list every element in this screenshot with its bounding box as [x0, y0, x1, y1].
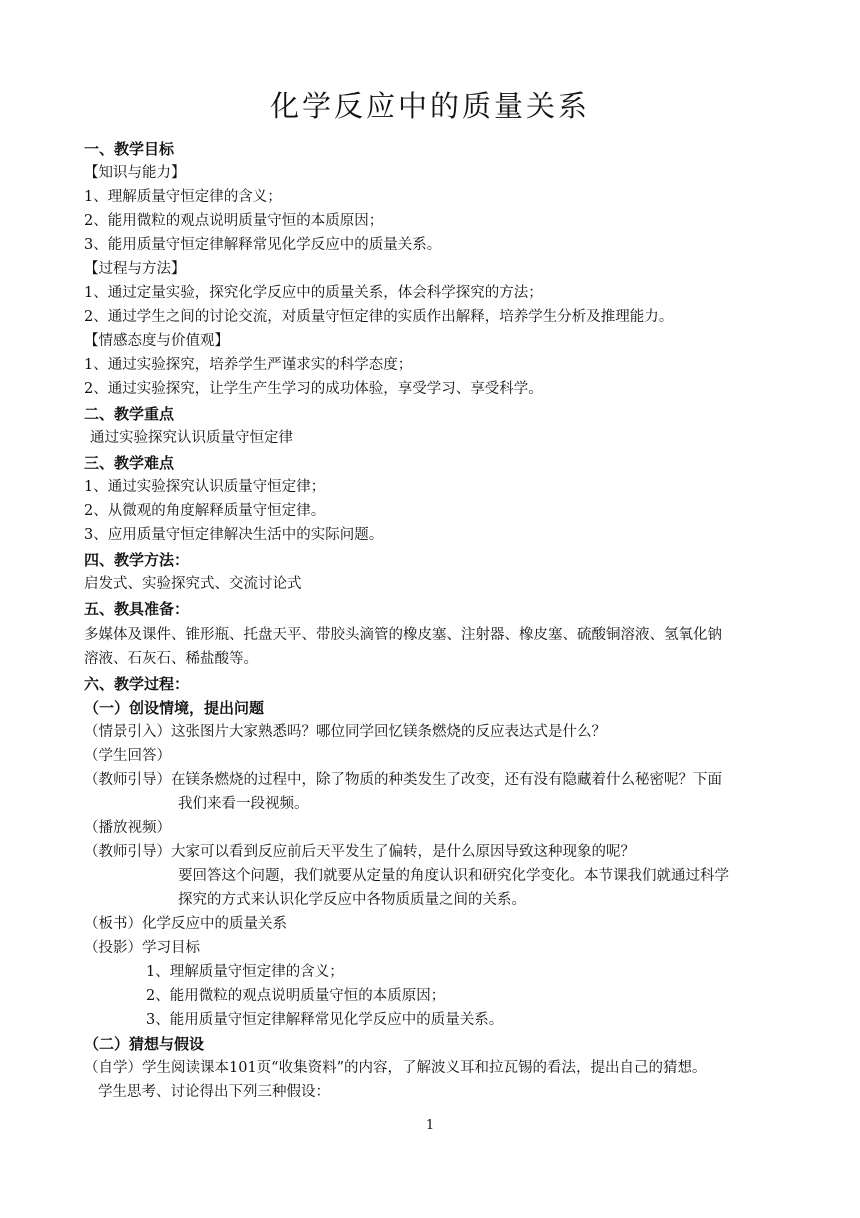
list-item: 2、从微观的角度解释质量守恒定律。 [84, 503, 326, 519]
paragraph: 要回答这个问题，我们就要从定量的角度认识和研究化学变化。本节课我们就通过科学 [178, 868, 729, 884]
page-title: 化学反应中的质量关系 [269, 89, 590, 123]
subheading-emotion: 【情感态度与价值观】 [84, 333, 229, 349]
section-heading-methods: 四、教学方法： [84, 551, 190, 569]
list-item: 3、应用质量守恒定律解决生活中的实际问题。 [84, 527, 384, 543]
section-heading-materials: 五、教具准备： [84, 600, 190, 618]
list-item: 1、通过定量实验，探究化学反应中的质量关系，体会科学探究的方法； [84, 285, 543, 301]
paragraph: （教师引导）在镁条燃烧的过程中，除了物质的种类发生了改变，还有没有隐藏着什么秘密呢？下面 [84, 772, 722, 788]
section-heading-key-points: 二、教学重点 [84, 405, 175, 423]
subheading-knowledge: 【知识与能力】 [84, 165, 186, 181]
paragraph: （自学）学生阅读课本101页“收集资料”的内容，了解波义耳和拉瓦锡的看法，提出自己的猜想。 [84, 1060, 707, 1076]
list-item: 1、理解质量守恒定律的含义； [84, 189, 282, 205]
subsection-heading: （二）猜想与假设 [84, 1035, 205, 1053]
page-number: 1 [425, 1118, 435, 1133]
subsection-heading: （一）创设情境，提出问题 [84, 699, 265, 717]
paragraph: （学生回答） [84, 748, 171, 764]
list-item: 1、通过实验探究，培养学生严谨求实的科学态度； [84, 357, 413, 373]
paragraph: 多媒体及课件、锥形瓶、托盘天平、带胶头滴管的橡皮塞、注射器、橡皮塞、硫酸铜溶液、氢氧化钠 [84, 627, 722, 643]
paragraph: 溶液、石灰石、稀盐酸等。 [84, 651, 258, 667]
paragraph: 启发式、实验探究式、交流讨论式 [84, 576, 302, 592]
paragraph: 学生思考、讨论得出下列三种假设： [98, 1084, 330, 1100]
list-item: 2、能用微粒的观点说明质量守恒的本质原因； [146, 988, 446, 1004]
paragraph: 探究的方式来认识化学反应中各物质质量之间的关系。 [178, 892, 526, 908]
section-heading-objectives: 一、教学目标 [84, 140, 175, 158]
paragraph: （情景引入）这张图片大家熟悉吗？哪位同学回忆镁条燃烧的反应表达式是什么？ [84, 724, 606, 740]
list-item: 2、通过学生之间的讨论交流，对质量守恒定律的实质作出解释，培养学生分析及推理能力。 [84, 309, 674, 325]
paragraph: （教师引导）大家可以看到反应前后天平发生了偏转，是什么原因导致这种现象的呢？ [84, 844, 635, 860]
list-item: 3、能用质量守恒定律解释常见化学反应中的质量关系。 [146, 1012, 504, 1028]
list-item: 1、理解质量守恒定律的含义； [146, 964, 344, 980]
paragraph: （播放视频） [84, 820, 171, 836]
paragraph: 我们来看一段视频。 [178, 796, 309, 812]
list-item: 1、通过实验探究认识质量守恒定律； [84, 479, 326, 495]
section-heading-difficulties: 三、教学难点 [84, 454, 175, 472]
paragraph: 通过实验探究认识质量守恒定律 [90, 430, 293, 446]
list-item: 3、能用质量守恒定律解释常见化学反应中的质量关系。 [84, 237, 442, 253]
list-item: 2、通过实验探究，让学生产生学习的成功体验，享受学习、享受科学。 [84, 381, 543, 397]
section-heading-process: 六、教学过程： [84, 675, 190, 693]
paragraph: （投影）学习目标 [84, 940, 200, 956]
subheading-process: 【过程与方法】 [84, 261, 186, 277]
list-item: 2、能用微粒的观点说明质量守恒的本质原因； [84, 213, 384, 229]
paragraph: （板书）化学反应中的质量关系 [84, 916, 287, 932]
